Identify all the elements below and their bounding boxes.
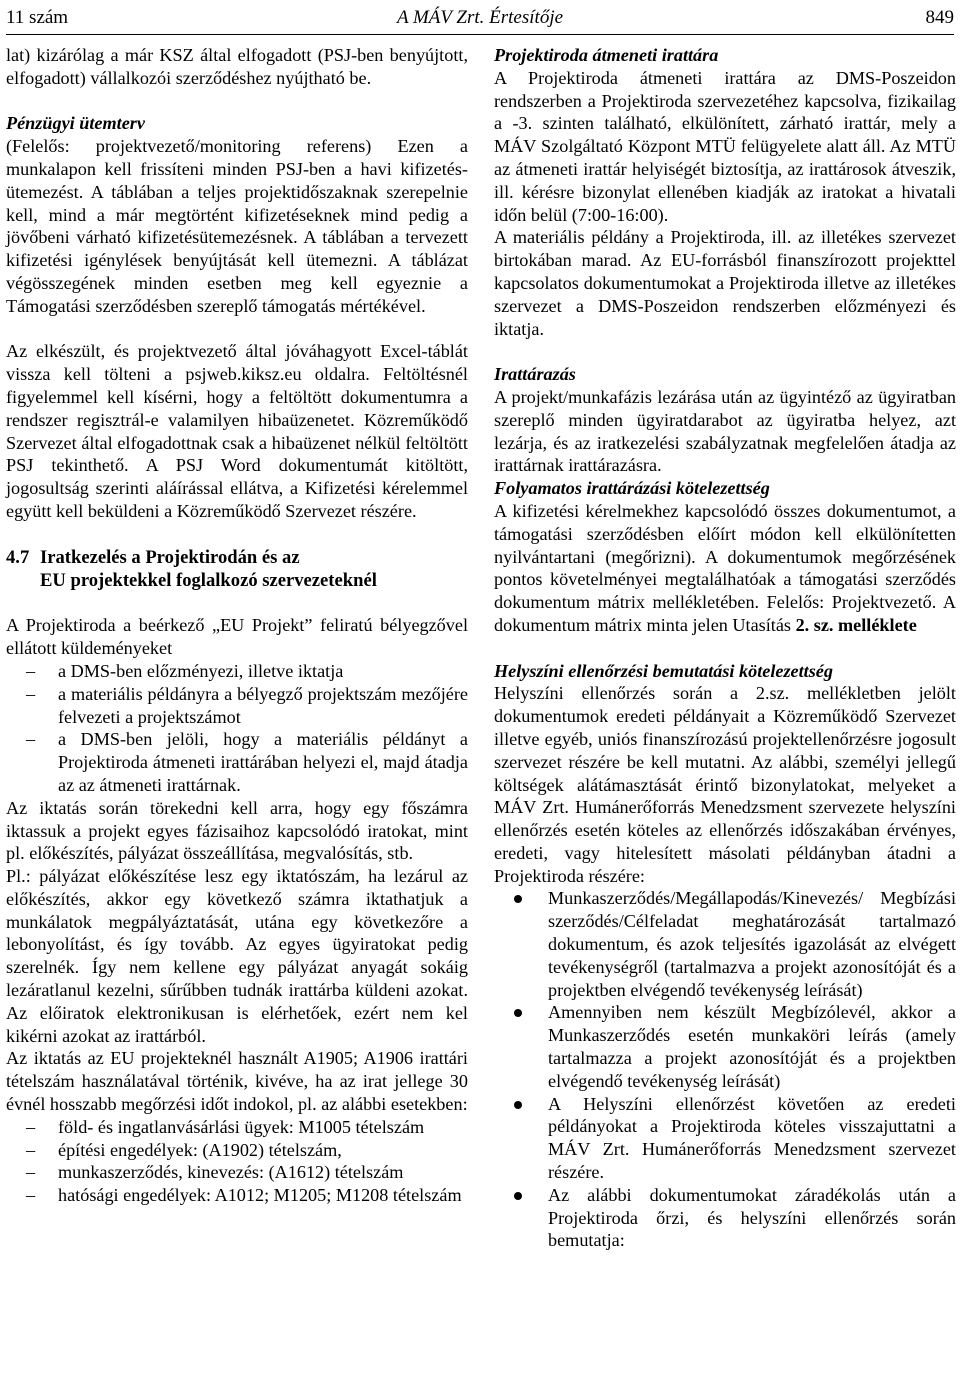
list-item: – a DMS-ben előzményezi, illetve iktatja <box>6 660 468 683</box>
exception-list <box>6 1116 468 1207</box>
financial-schedule-body: (Felelős: projektvezető/monitoring referens) Ezen a munkalapon kell frissíteni minden PSJ-ben a havi kifizetés-ütemezést. A táblában a teljes projektidőszaknak szerepelnie kell, mind a már megtörtént kifizetéseknek mind pedig a jövőbeni várható kifizetésütemezésnek. A táblában a tervezett kifizetési igénylések benyújtását kell ütemezni. A táblázat végösszegének minden esetben meg kell egyeznie a Támogatási szerződésben szereplő támogatás mértékével. <box>6 136 468 316</box>
annex-reference: 2. sz. melléklete <box>795 614 917 635</box>
issue-number: 11 szám <box>6 7 69 28</box>
page-header <box>6 2 954 35</box>
continuous-archiving-title: Folyamatos irattárázási kötelezettség <box>494 478 770 499</box>
onsite-check-title: Helyszíni ellenőrzési bemutatási kötelezettség <box>494 660 833 681</box>
section-heading <box>6 546 468 592</box>
section-title-line-2: EU projektekkel foglalkozó szervezeteknél <box>40 569 377 591</box>
excel-upload-paragraph: Az elkészült, és projektvezető által jóváhagyott Excel-táblát vissza kell tölteni a psjweb.kiksz.eu oldalra. Feltöltésnél figyelemmel kell kísérni, hogy a feltöltött dokumentumra a rendszer regisztrál-e valamilyen hibaüzenetet. Közreműködő Szervezet által elfogadottnak csak a hibaüzenet nélkül feltöltött PSJ tekinthető. A PSJ Word dokumentumát kitöltött, jogosultság szerinti aláírással ellátva, a Kifizetési kérelemmel együtt kell beküldeni a Közreműködő Szervezet részére. <box>6 341 468 521</box>
temp-archive-title: Projektiroda átmeneti irattára <box>494 45 719 65</box>
archiving-paragraph: A projekt/munkafázis lezárása után az ügyintéző az ügyiratban szereplő minden ügyiratdarabot az ügyiratba helyez, azt lezárja, és az iratkezelési szabályzatnak megfelelően átadja az irattárnak irattárazásra. <box>494 386 956 476</box>
continuous-archiving-paragraph <box>494 500 956 637</box>
section-number: 4.7 <box>6 546 30 568</box>
list-item: – hatósági engedélyek: A1012; M1205; M1208 tételszám <box>6 1184 468 1207</box>
iktatas-paragraph: Az iktatás során törekedni kell arra, hogy egy főszámra iktassuk a projekt egyes fázisaihoz kapcsolódó iratokat, mint pl. előkészítés, pályázat összeállítása, megvalósítás, stb. <box>6 797 468 864</box>
list-item: – építési engedélyek: (A1902) tételszám, <box>6 1139 468 1162</box>
journal-title: A MÁV Zrt. Értesítője <box>396 7 564 28</box>
projektiroda-list <box>6 660 468 797</box>
continuous-archiving-text: A kifizetési kérelmekhez kapcsolódó összes dokumentumot, a támogatási szerződésben előírt módon kell elkülönítetten nyilvántartani (megőrizni). A dokumentumok megőrzésének pontos követelményei megtalálhatóak a támogatási szerződés dokumentum mátrix mellékletében. Felelős: Projektvezető. A dokumentum mátrix minta jelen Utasítás <box>494 500 956 635</box>
list-item: – a DMS-ben jelöli, hogy a materiális példányt a Projektiroda átmeneti irattárában helyezi el, majd átadja az az átmeneti irattárnak. <box>6 728 468 796</box>
temp-archive-paragraph-2: A materiális példány a Projektiroda, ill. az illetékes szervezet birtokában marad. Az EU-forrásból finanszírozott projekttel kapcsolatos dokumentumokat a Projektiroda illetve az illetékes szervezet a DMS-Poszeidon rendszerben előzményezi és iktatja. <box>494 227 956 339</box>
list-item: A Helyszíni ellenőrzést követően az eredeti példányokat a Projektiroda köteles visszajuttatni a MÁV Zrt. Humánerőforrás Menedzsment szervezet részére. <box>494 1093 956 1184</box>
onsite-check-paragraph: Helyszíni ellenőrzés során a 2.sz. mellékletben jelölt dokumentumok eredeti példányait a Közreműködő Szervezet illetve egyéb, uniós finanszírozású projektellenőrzésre jogosult szervezet részére be kell mutatni. Az alábbi, személyi jellegű költségek alátámasztását érintő bizonylatokat, melyeket a MÁV Zrt. Humánerőforrás Menedzsment szervezete helyszíni ellenőrzés esetén köteles az ellenőrzés időszakában érvényes, eredeti, vagy hitelesített másolati példányban átadni a Projektiroda részére: <box>494 683 956 886</box>
left-column <box>6 44 468 1207</box>
list-item: – föld- és ingatlanvásárlási ügyek: M1005 tételszám <box>6 1116 468 1139</box>
archiving-title: Irattárazás <box>494 364 576 385</box>
list-item: Amennyiben nem készült Megbízólevél, akkor a Munkaszerződés esetén munkaköri leírás (amely tartalmazza a projekt azonosítóját és a projektben elvégendő tevékenység leírását) <box>494 1001 956 1092</box>
required-documents-list <box>494 887 956 1252</box>
temp-archive-paragraph-1: A Projektiroda átmeneti irattára az DMS-Poszeidon rendszerben a Projektiroda szervezetéhez kapcsolva, fizikailag a -3. szinten található, elkülönített, zárható irattár, mely a MÁV Szolgáltató Központ MTÜ felügyelete alatt áll. Az MTÜ az átmeneti irattár helyiségét biztosítja, az irattárosok átveszik, ill. kérésre bizonylat ellenében kiadják az iratokat a hivatali időn belül (7:00-16:00). <box>494 67 956 225</box>
list-item: Munkaszerződés/Megállapodás/Kinevezés/ Megbízási szerződés/Célfeladat meghatározását tartalmazó dokumentum, és azok teljesítés igazolását az elvégett tevékenységről (tartalmazva a projekt azonosítóját és a projektben elvégendő tevékenység leírását) <box>494 887 956 1001</box>
right-column <box>494 44 956 1252</box>
page-number: 849 <box>925 7 954 28</box>
intro-paragraph: lat) kizárólag a már KSZ által elfogadott (PSJ-ben benyújtott, elfogadott) vállalkozói szerződéshez nyújtható be. <box>6 45 468 88</box>
example-paragraph: Pl.: pályázat előkészítése lesz egy iktatószám, ha lezárul az előkészítés, akkor egy következő számra iktathatjuk a munkálatok megpályáztatását, utána egy következőre a lebonyolítást, és így tovább. Az egyes ügyiratokat pedig szerelnék. Így nem kellene egy pályázat anyagát sokáig lezáratlanul kezelni, sűrűbben tudnák irattárba küldeni azokat. Az előiratok elektronikusan is elérhetőek, ezért nem kel kikérni azokat az irattárból. <box>6 866 468 1046</box>
financial-schedule-title: Pénzügyi ütemterv <box>6 113 145 134</box>
projektiroda-intro: A Projektiroda a beérkező „EU Projekt” feliratú bélyegzővel ellátott küldeményeket <box>6 615 468 659</box>
list-item: Az alábbi dokumentumokat záradékolás után a Projektiroda őrzi, és helyszíni ellenőrzés során bemutatja: <box>494 1184 956 1252</box>
list-item: – a materiális példányra a bélyegző projektszám mezőjére felvezeti a projektszámot <box>6 683 468 729</box>
list-item: – munkaszerződés, kinevezés: (A1612) tételszám <box>6 1161 468 1184</box>
eu-projects-paragraph: Az iktatás az EU projekteknél használt A1905; A1906 irattári tételszám használatával történik, kivéve, ha az irat jellege 30 évnél hosszabb megőrzési időt indokol, pl. az alábbi esetekben: <box>6 1048 468 1115</box>
section-title-line-1: Iratkezelés a Projektirodán és az <box>40 546 300 568</box>
